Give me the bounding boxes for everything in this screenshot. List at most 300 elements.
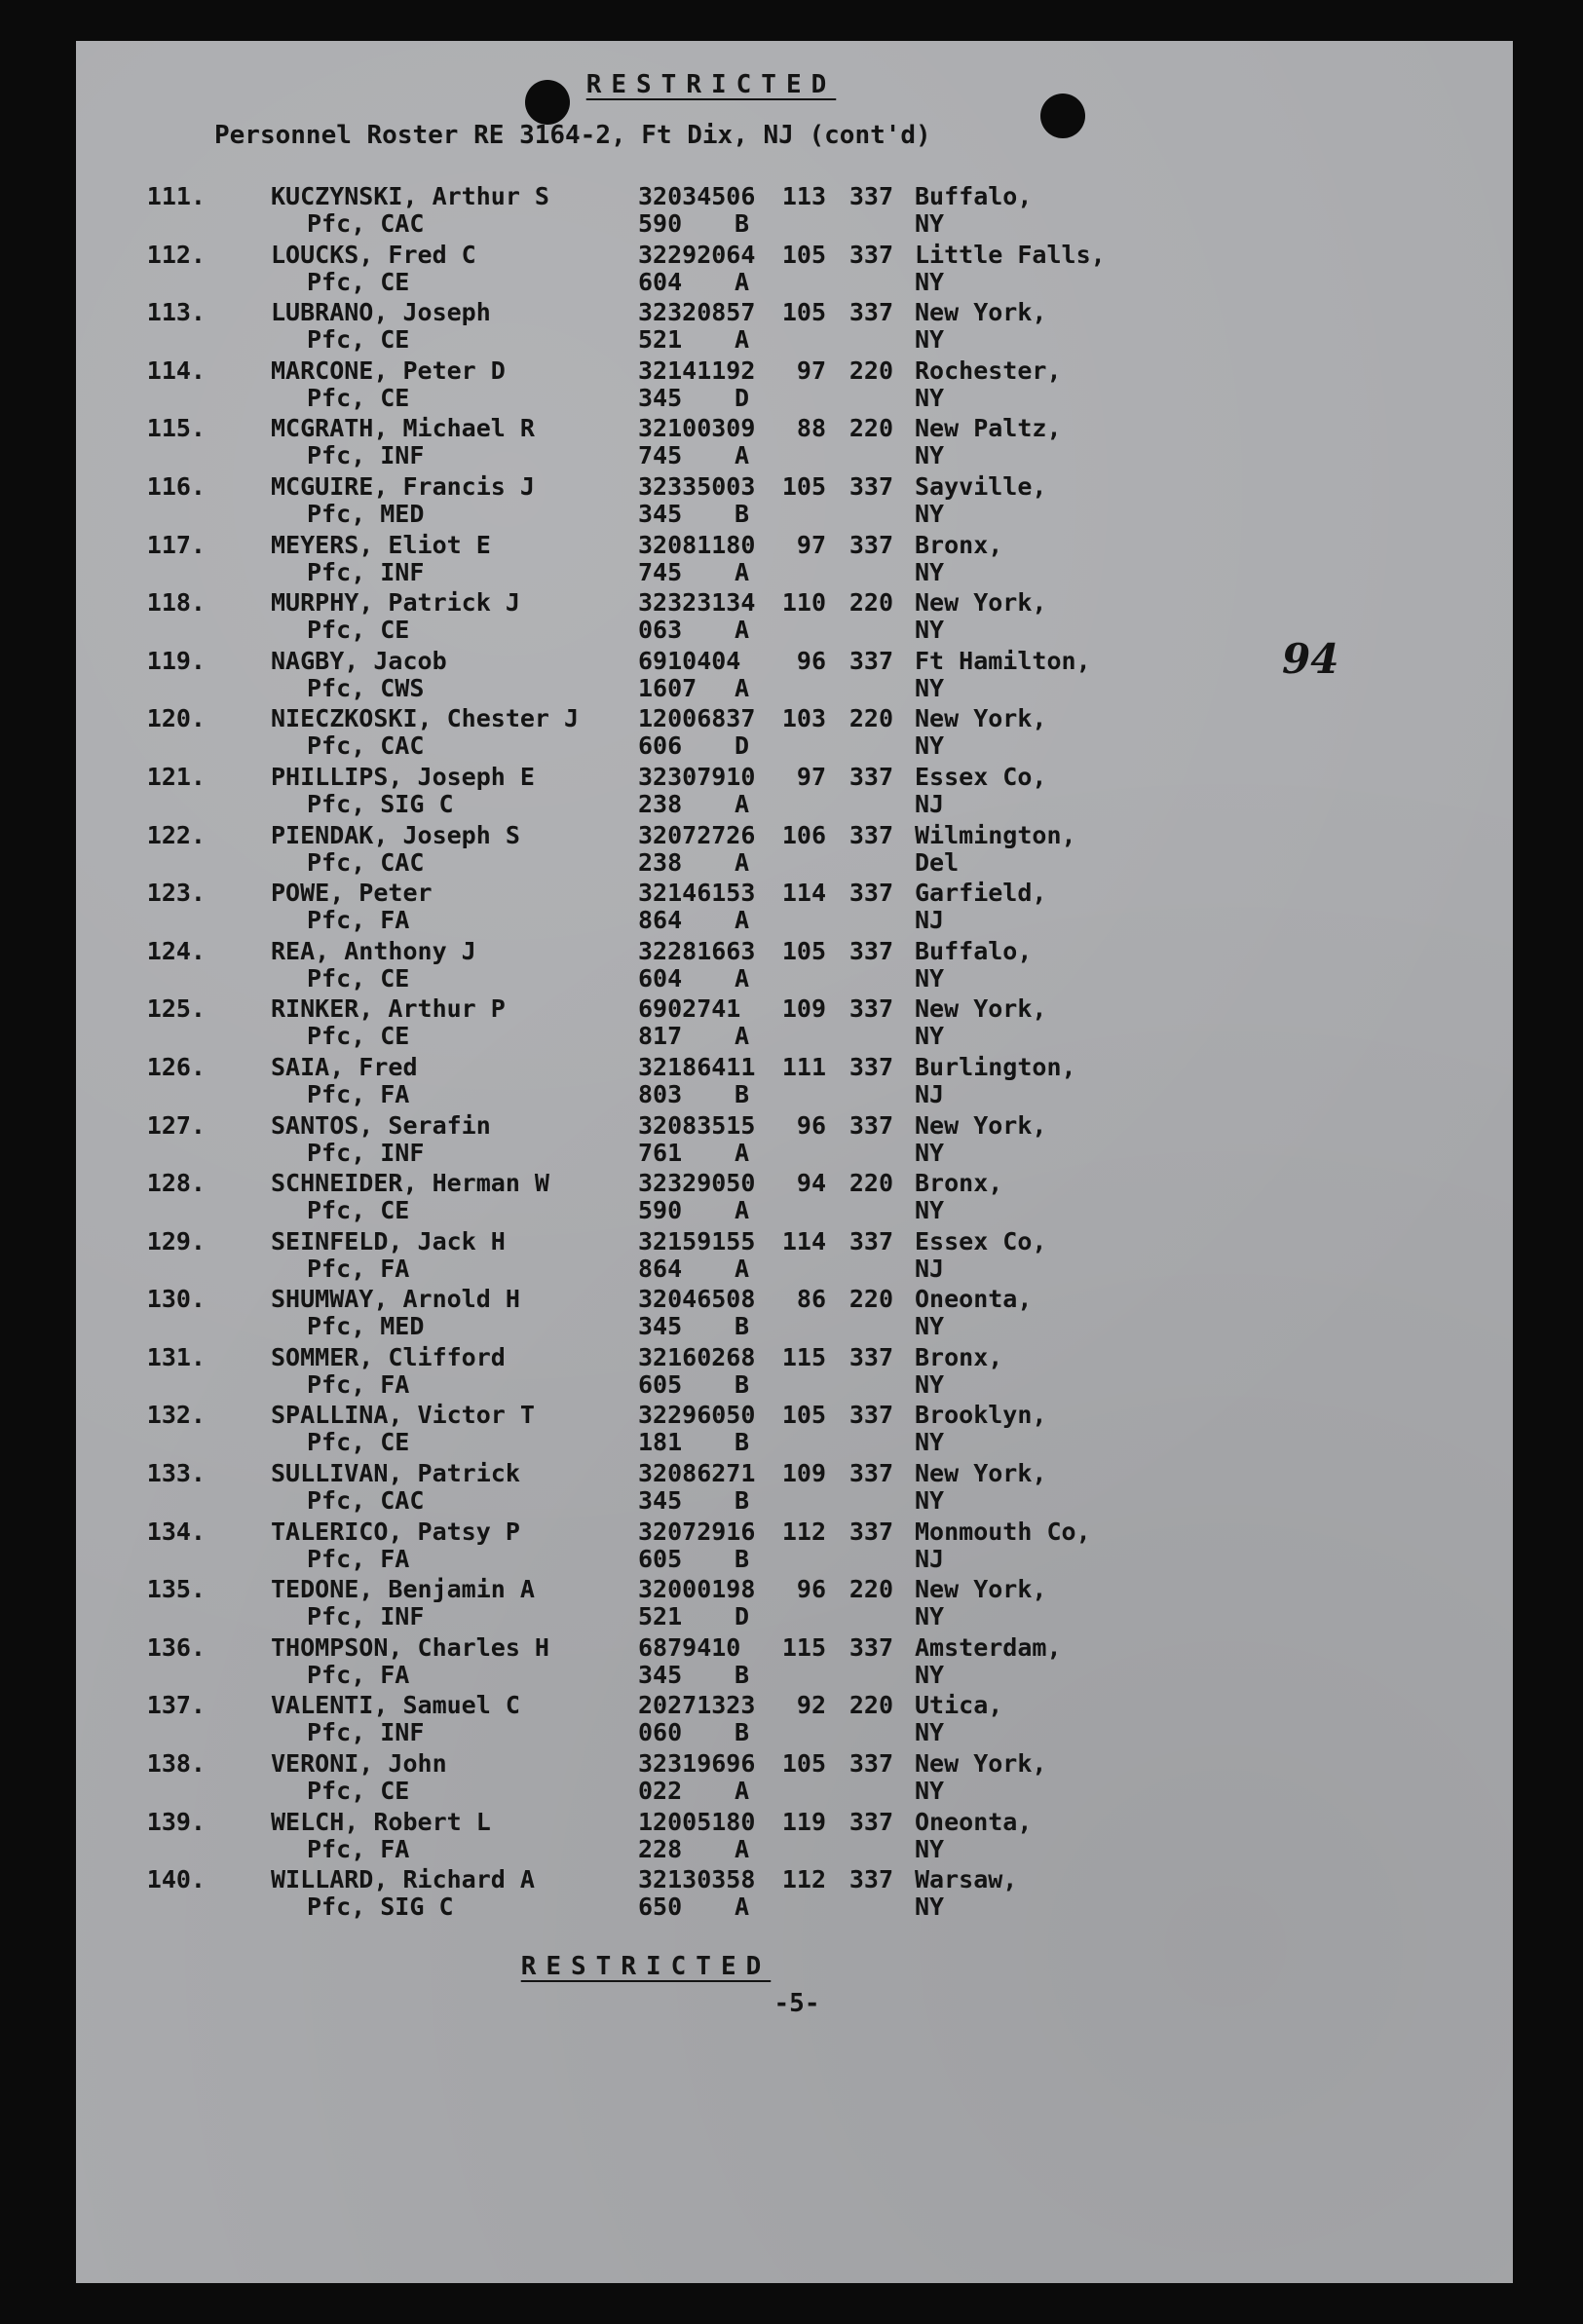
entry-state: NY <box>915 1369 945 1399</box>
entry-state: NY <box>915 1718 945 1747</box>
entry-state: NY <box>915 267 945 296</box>
entry-city: Oneonta, <box>915 1285 1033 1314</box>
roster-entry <box>76 1343 1513 1402</box>
entry-state: Del <box>915 847 960 877</box>
entry-state: NY <box>915 499 945 528</box>
entry-v1: 115 <box>781 1632 826 1662</box>
entry-num: 137. <box>146 1691 206 1720</box>
entry-num: 126. <box>146 1052 206 1081</box>
entry-serial: 32086271 <box>638 1459 756 1488</box>
entry-v2: 337 <box>848 762 893 791</box>
roster-entry <box>76 1808 1513 1866</box>
entry-rank: Pfc, SIG C <box>307 1893 454 1922</box>
entry-rank: Pfc, CE <box>307 383 410 412</box>
entry-serial: 6902741 <box>638 994 741 1024</box>
roster-entry <box>76 356 1513 415</box>
entry-grade: A <box>735 616 750 645</box>
roster-entry <box>76 472 1513 531</box>
entry-grade: B <box>735 209 750 238</box>
roster-entry <box>76 298 1513 356</box>
entry-city: Oneonta, <box>915 1807 1033 1836</box>
entry-v2: 220 <box>848 704 893 733</box>
entry-v1: 114 <box>781 879 826 908</box>
entry-rank: Pfc, INF <box>307 1602 425 1631</box>
entry-city: Wilmington, <box>915 820 1076 849</box>
entry-name: MARCONE, Peter D <box>271 356 506 385</box>
entry-grade: A <box>735 1022 750 1051</box>
entry-city: New York, <box>915 1575 1047 1604</box>
entry-name: LOUCKS, Fred C <box>271 240 476 269</box>
entry-state: NY <box>915 209 945 238</box>
entry-serial: 32083515 <box>638 1110 756 1140</box>
entry-grade: A <box>735 963 750 993</box>
entry-serial: 32307910 <box>638 762 756 791</box>
entry-v2: 337 <box>848 298 893 327</box>
entry-v1: 105 <box>781 240 826 269</box>
entry-city: New Paltz, <box>915 414 1062 443</box>
entry-city: Essex Co, <box>915 762 1047 791</box>
entry-grade: B <box>735 1312 750 1341</box>
entry-code: 238 <box>638 847 683 877</box>
entry-num: 117. <box>146 530 206 559</box>
entry-v2: 337 <box>848 1459 893 1488</box>
entry-name: VALENTI, Samuel C <box>271 1691 520 1720</box>
entry-code: 022 <box>638 1777 683 1806</box>
entry-v2: 337 <box>848 471 893 501</box>
roster-entry <box>76 182 1513 241</box>
entry-rank: Pfc, INF <box>307 1718 425 1747</box>
entry-grade: B <box>735 1660 750 1689</box>
entry-v2: 337 <box>848 1632 893 1662</box>
entry-grade: A <box>735 1834 750 1863</box>
roster-entry <box>76 1459 1513 1518</box>
entry-code: 521 <box>638 1602 683 1631</box>
entry-serial: 32281663 <box>638 936 756 965</box>
entry-code: 521 <box>638 325 683 355</box>
entry-state: NY <box>915 557 945 586</box>
entry-serial: 32100309 <box>638 414 756 443</box>
entry-serial: 32186411 <box>638 1052 756 1081</box>
entry-v2: 220 <box>848 1575 893 1604</box>
entry-v1: 96 <box>796 1110 826 1140</box>
entry-name: POWE, Peter <box>271 879 433 908</box>
entry-v1: 105 <box>781 471 826 501</box>
entry-name: REA, Anthony J <box>271 936 476 965</box>
entry-name: KUCZYNSKI, Arthur S <box>271 182 549 210</box>
entry-city: Buffalo, <box>915 936 1033 965</box>
entry-v2: 337 <box>848 240 893 269</box>
entry-city: New York, <box>915 1749 1047 1779</box>
entry-num: 114. <box>146 356 206 385</box>
entry-state: NY <box>915 616 945 645</box>
entry-state: NY <box>915 383 945 412</box>
roster-entry <box>76 1169 1513 1227</box>
entry-city: Bronx, <box>915 1342 1003 1371</box>
entry-v2: 337 <box>848 182 893 210</box>
restricted-footer: RESTRICTED <box>520 1952 772 1981</box>
entry-v2: 337 <box>848 994 893 1024</box>
entry-state: NY <box>915 325 945 355</box>
entry-name: SCHNEIDER, Herman W <box>271 1169 549 1198</box>
entry-v2: 220 <box>848 356 893 385</box>
entry-state: NY <box>915 1312 945 1341</box>
entry-num: 140. <box>146 1865 206 1894</box>
roster-entry <box>76 763 1513 821</box>
entry-grade: A <box>735 1777 750 1806</box>
entry-city: Garfield, <box>915 879 1047 908</box>
entry-name: MCGUIRE, Francis J <box>271 471 535 501</box>
entry-name: THOMPSON, Charles H <box>271 1632 549 1662</box>
entry-v2: 220 <box>848 1285 893 1314</box>
entry-state: NJ <box>915 1079 945 1108</box>
entry-v2: 337 <box>848 1342 893 1371</box>
entry-name: SEINFELD, Jack H <box>271 1226 506 1256</box>
entry-serial: 32296050 <box>638 1401 756 1430</box>
entry-v2: 220 <box>848 588 893 618</box>
entry-city: New York, <box>915 298 1047 327</box>
entry-state: NJ <box>915 789 945 818</box>
entry-v2: 337 <box>848 1865 893 1894</box>
entry-rank: Pfc, CE <box>307 325 410 355</box>
entry-code: 345 <box>638 499 683 528</box>
entry-grade: B <box>735 1369 750 1399</box>
entry-code: 228 <box>638 1834 683 1863</box>
entry-code: 605 <box>638 1369 683 1399</box>
entry-grade: A <box>735 789 750 818</box>
entry-rank: Pfc, CE <box>307 616 410 645</box>
entry-grade: A <box>735 1138 750 1167</box>
entry-code: 864 <box>638 906 683 935</box>
entry-name: MCGRATH, Michael R <box>271 414 535 443</box>
entry-serial: 32319696 <box>638 1749 756 1779</box>
punch-hole <box>1040 94 1085 138</box>
entry-v1: 97 <box>796 356 826 385</box>
entry-rank: Pfc, CAC <box>307 731 425 761</box>
entry-city: Essex Co, <box>915 1226 1047 1256</box>
entry-code: 761 <box>638 1138 683 1167</box>
entry-v2: 337 <box>848 1052 893 1081</box>
entry-v1: 119 <box>781 1807 826 1836</box>
entry-code: 604 <box>638 963 683 993</box>
entry-rank: Pfc, INF <box>307 441 425 470</box>
entry-v1: 96 <box>796 646 826 675</box>
entry-state: NJ <box>915 1254 945 1283</box>
entry-serial: 32000198 <box>638 1575 756 1604</box>
entry-rank: Pfc, CE <box>307 1428 410 1457</box>
entry-code: 181 <box>638 1428 683 1457</box>
roster-entry <box>76 1227 1513 1286</box>
entry-state: NJ <box>915 1544 945 1573</box>
entry-serial: 32292064 <box>638 240 756 269</box>
page-stamp: 94 <box>1282 635 1339 683</box>
entry-num: 129. <box>146 1226 206 1256</box>
entry-v1: 96 <box>796 1575 826 1604</box>
entry-serial: 32329050 <box>638 1169 756 1198</box>
entry-v1: 113 <box>781 182 826 210</box>
entry-v1: 97 <box>796 762 826 791</box>
roster-entry <box>76 821 1513 880</box>
entry-num: 122. <box>146 820 206 849</box>
roster-entry <box>76 1401 1513 1459</box>
entry-city: Little Falls, <box>915 240 1106 269</box>
entry-state: NY <box>915 1602 945 1631</box>
entry-rank: Pfc, CE <box>307 963 410 993</box>
restricted-header: RESTRICTED <box>585 70 837 99</box>
entry-num: 131. <box>146 1342 206 1371</box>
entry-code: 604 <box>638 267 683 296</box>
entry-num: 136. <box>146 1632 206 1662</box>
roster-entry <box>76 1575 1513 1633</box>
entry-v1: 109 <box>781 994 826 1024</box>
entry-city: Bronx, <box>915 530 1003 559</box>
entry-rank: Pfc, CWS <box>307 673 425 702</box>
entry-num: 116. <box>146 471 206 501</box>
entry-city: New York, <box>915 704 1047 733</box>
entry-v1: 94 <box>796 1169 826 1198</box>
entry-grade: B <box>735 1486 750 1516</box>
entry-grade: A <box>735 557 750 586</box>
roster-entry <box>76 531 1513 589</box>
entry-num: 111. <box>146 182 206 210</box>
entry-city: Amsterdam, <box>915 1632 1062 1662</box>
entry-v2: 337 <box>848 1226 893 1256</box>
entry-rank: Pfc, FA <box>307 1369 410 1399</box>
entry-state: NY <box>915 673 945 702</box>
entry-grade: D <box>735 731 750 761</box>
entry-serial: 32160268 <box>638 1342 756 1371</box>
roster-entry <box>76 1749 1513 1808</box>
entry-v2: 337 <box>848 530 893 559</box>
entry-city: Bronx, <box>915 1169 1003 1198</box>
entry-name: MEYERS, Eliot E <box>271 530 491 559</box>
entry-v1: 97 <box>796 530 826 559</box>
entry-name: MURPHY, Patrick J <box>271 588 520 618</box>
entry-city: Burlington, <box>915 1052 1076 1081</box>
entry-rank: Pfc, INF <box>307 557 425 586</box>
entry-v2: 337 <box>848 1807 893 1836</box>
roster-entry <box>76 1691 1513 1749</box>
entry-name: SULLIVAN, Patrick <box>271 1459 520 1488</box>
entry-num: 130. <box>146 1285 206 1314</box>
entry-code: 606 <box>638 731 683 761</box>
entry-num: 135. <box>146 1575 206 1604</box>
entry-grade: A <box>735 906 750 935</box>
entry-rank: Pfc, FA <box>307 1544 410 1573</box>
entry-v1: 115 <box>781 1342 826 1371</box>
entry-state: NY <box>915 1428 945 1457</box>
entry-v1: 111 <box>781 1052 826 1081</box>
entry-code: 345 <box>638 383 683 412</box>
entry-name: TALERICO, Patsy P <box>271 1517 520 1546</box>
entry-v2: 337 <box>848 646 893 675</box>
entry-code: 605 <box>638 1544 683 1573</box>
entry-serial: 32072726 <box>638 820 756 849</box>
roster-title: Personnel Roster RE 3164-2, Ft Dix, NJ (cont'd) <box>214 121 931 150</box>
roster-entry <box>76 414 1513 472</box>
entry-state: NJ <box>915 906 945 935</box>
entry-v2: 337 <box>848 1749 893 1779</box>
entry-city: Utica, <box>915 1691 1003 1720</box>
entry-v2: 337 <box>848 879 893 908</box>
entry-serial: 32141192 <box>638 356 756 385</box>
entry-v1: 110 <box>781 588 826 618</box>
entry-name: RINKER, Arthur P <box>271 994 506 1024</box>
entry-v2: 337 <box>848 1517 893 1546</box>
entry-rank: Pfc, SIG C <box>307 789 454 818</box>
entry-v2: 337 <box>848 820 893 849</box>
entry-rank: Pfc, MED <box>307 499 425 528</box>
entry-num: 113. <box>146 298 206 327</box>
entry-grade: B <box>735 499 750 528</box>
entry-grade: B <box>735 1544 750 1573</box>
entry-city: Buffalo, <box>915 182 1033 210</box>
entry-serial: 32081180 <box>638 530 756 559</box>
entry-code: 803 <box>638 1079 683 1108</box>
entry-state: NY <box>915 1893 945 1922</box>
entry-city: New York, <box>915 1110 1047 1140</box>
entry-serial: 32323134 <box>638 588 756 618</box>
entry-city: Brooklyn, <box>915 1401 1047 1430</box>
entry-name: PHILLIPS, Joseph E <box>271 762 535 791</box>
entry-rank: Pfc, FA <box>307 1660 410 1689</box>
entry-name: SOMMER, Clifford <box>271 1342 506 1371</box>
entry-city: New York, <box>915 1459 1047 1488</box>
entry-rank: Pfc, MED <box>307 1312 425 1341</box>
entry-grade: A <box>735 847 750 877</box>
entry-serial: 32072916 <box>638 1517 756 1546</box>
entry-grade: A <box>735 325 750 355</box>
entry-serial: 32320857 <box>638 298 756 327</box>
roster-list <box>76 182 1513 1924</box>
entry-v1: 105 <box>781 1749 826 1779</box>
entry-num: 128. <box>146 1169 206 1198</box>
entry-serial: 12005180 <box>638 1807 756 1836</box>
entry-num: 127. <box>146 1110 206 1140</box>
entry-grade: A <box>735 1893 750 1922</box>
entry-grade: B <box>735 1718 750 1747</box>
entry-serial: 32034506 <box>638 182 756 210</box>
roster-entry <box>76 879 1513 937</box>
entry-city: Ft Hamilton, <box>915 646 1091 675</box>
entry-v2: 220 <box>848 414 893 443</box>
entry-v2: 337 <box>848 1401 893 1430</box>
entry-name: NAGBY, Jacob <box>271 646 447 675</box>
entry-name: TEDONE, Benjamin A <box>271 1575 535 1604</box>
entry-grade: A <box>735 441 750 470</box>
entry-rank: Pfc, CE <box>307 1022 410 1051</box>
entry-city: New York, <box>915 994 1047 1024</box>
entry-num: 118. <box>146 588 206 618</box>
entry-code: 745 <box>638 441 683 470</box>
entry-state: NY <box>915 1138 945 1167</box>
entry-name: WILLARD, Richard A <box>271 1865 535 1894</box>
entry-state: NY <box>915 1022 945 1051</box>
roster-entry <box>76 1633 1513 1692</box>
entry-rank: Pfc, FA <box>307 1254 410 1283</box>
entry-grade: D <box>735 383 750 412</box>
entry-v1: 109 <box>781 1459 826 1488</box>
entry-v1: 105 <box>781 298 826 327</box>
entry-serial: 20271323 <box>638 1691 756 1720</box>
entry-num: 123. <box>146 879 206 908</box>
entry-rank: Pfc, CE <box>307 1196 410 1225</box>
entry-num: 115. <box>146 414 206 443</box>
entry-v1: 105 <box>781 936 826 965</box>
roster-entry <box>76 704 1513 763</box>
entry-code: 590 <box>638 209 683 238</box>
entry-v2: 220 <box>848 1169 893 1198</box>
entry-rank: Pfc, INF <box>307 1138 425 1167</box>
entry-code: 345 <box>638 1486 683 1516</box>
entry-v1: 86 <box>796 1285 826 1314</box>
roster-entry <box>76 1518 1513 1576</box>
entry-rank: Pfc, CAC <box>307 1486 425 1516</box>
entry-serial: 12006837 <box>638 704 756 733</box>
entry-code: 345 <box>638 1660 683 1689</box>
entry-v2: 337 <box>848 936 893 965</box>
entry-city: Sayville, <box>915 471 1047 501</box>
entry-code: 745 <box>638 557 683 586</box>
entry-v1: 103 <box>781 704 826 733</box>
entry-state: NY <box>915 441 945 470</box>
document-page <box>76 41 1513 2283</box>
entry-state: NY <box>915 1486 945 1516</box>
entry-rank: Pfc, CE <box>307 1777 410 1806</box>
entry-name: SPALLINA, Victor T <box>271 1401 535 1430</box>
entry-rank: Pfc, FA <box>307 906 410 935</box>
entry-grade: A <box>735 267 750 296</box>
entry-num: 119. <box>146 646 206 675</box>
entry-name: NIECZKOSKI, Chester J <box>271 704 580 733</box>
entry-num: 124. <box>146 936 206 965</box>
entry-state: NY <box>915 963 945 993</box>
entry-serial: 32159155 <box>638 1226 756 1256</box>
entry-v1: 106 <box>781 820 826 849</box>
entry-code: 590 <box>638 1196 683 1225</box>
entry-grade: B <box>735 1428 750 1457</box>
entry-grade: A <box>735 1196 750 1225</box>
roster-entry <box>76 937 1513 995</box>
entry-v1: 112 <box>781 1865 826 1894</box>
entry-v1: 114 <box>781 1226 826 1256</box>
entry-state: NY <box>915 731 945 761</box>
entry-grade: D <box>735 1602 750 1631</box>
entry-rank: Pfc, FA <box>307 1834 410 1863</box>
entry-name: VERONI, John <box>271 1749 447 1779</box>
roster-entry <box>76 1865 1513 1924</box>
entry-serial: 32130358 <box>638 1865 756 1894</box>
entry-state: NY <box>915 1196 945 1225</box>
entry-serial: 32335003 <box>638 471 756 501</box>
entry-code: 060 <box>638 1718 683 1747</box>
entry-code: 1607 <box>638 673 697 702</box>
entry-serial: 6879410 <box>638 1632 741 1662</box>
entry-num: 134. <box>146 1517 206 1546</box>
entry-num: 138. <box>146 1749 206 1779</box>
entry-city: Rochester, <box>915 356 1062 385</box>
entry-name: SHUMWAY, Arnold H <box>271 1285 520 1314</box>
entry-num: 132. <box>146 1401 206 1430</box>
entry-city: Monmouth Co, <box>915 1517 1091 1546</box>
entry-state: NY <box>915 1777 945 1806</box>
entry-grade: A <box>735 673 750 702</box>
entry-num: 139. <box>146 1807 206 1836</box>
entry-v2: 220 <box>848 1691 893 1720</box>
roster-entry <box>76 994 1513 1053</box>
entry-num: 125. <box>146 994 206 1024</box>
roster-entry <box>76 1285 1513 1343</box>
entry-rank: Pfc, FA <box>307 1079 410 1108</box>
